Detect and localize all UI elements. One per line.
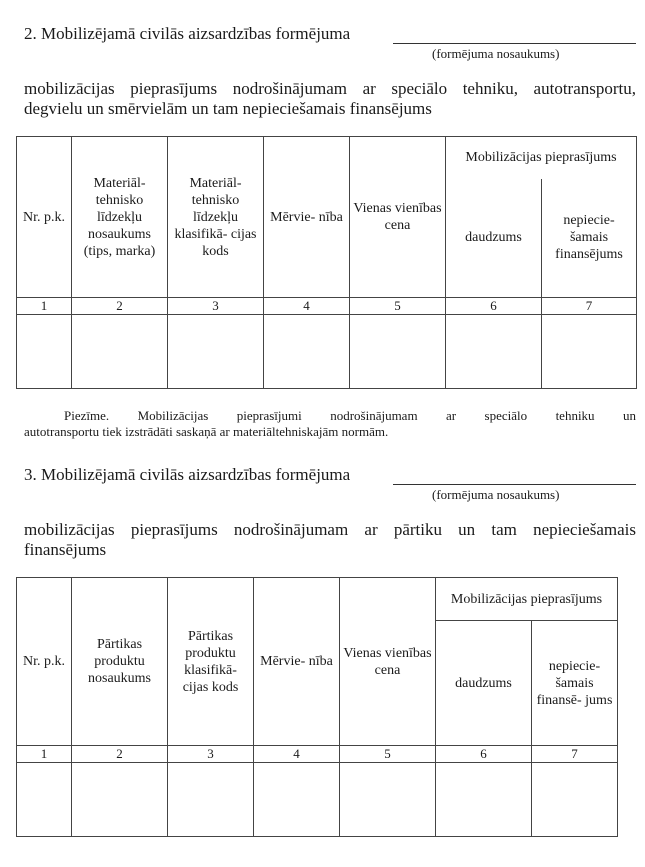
body-cell[interactable]: [436, 763, 532, 837]
note-line2: autotransportu tiek izstrādāti saskaņā ar materiāltehniskajām normām.: [24, 424, 389, 439]
column-number: 7: [542, 298, 637, 315]
body-cell[interactable]: [350, 315, 446, 389]
section3-paragraph-line1: mobilizācijas pieprasījums nodrošinājumam ar pārtiku un tam nepieciešamais: [24, 520, 636, 539]
section3-blank-caption: (formējuma nosaukums): [432, 487, 560, 502]
column-number: 7: [532, 746, 618, 763]
body-cell[interactable]: [168, 315, 264, 389]
header-quantity: daudzums: [446, 179, 542, 298]
header-mobilization-request: Mobilizācijas pieprasījums: [446, 137, 637, 179]
body-cell[interactable]: [264, 315, 350, 389]
body-cell[interactable]: [17, 763, 72, 837]
body-cell[interactable]: [254, 763, 340, 837]
table-row: [17, 315, 637, 389]
column-number: 1: [17, 746, 72, 763]
section3-heading: 3. Mobilizējamā civilās aizsardzības formējuma: [24, 465, 351, 484]
header-classification-code: Materiāl- tehnisko līdzekļu klasifikā- cijas kods: [168, 137, 264, 298]
body-cell[interactable]: [168, 763, 254, 837]
column-number: 6: [446, 298, 542, 315]
column-number: 5: [350, 298, 446, 315]
column-number: 4: [264, 298, 350, 315]
header-unit: Mērvie- nība: [264, 137, 350, 298]
header-unit: Mērvie- nība: [254, 578, 340, 746]
header-required-funding: nepiecie- šamais finansējums: [542, 179, 637, 298]
header-mobilization-request: Mobilizācijas pieprasījums: [436, 578, 618, 621]
body-cell[interactable]: [446, 315, 542, 389]
section2-heading: 2. Mobilizējamā civilās aizsardzības formējuma: [24, 24, 351, 43]
header-quantity: daudzums: [436, 621, 532, 746]
column-number: 2: [72, 298, 168, 315]
section3-requirements-table: [16, 577, 618, 837]
section2-paragraph: [24, 79, 636, 119]
body-cell[interactable]: [17, 315, 72, 389]
section2-note: [24, 408, 636, 440]
section2-formation-name-blank[interactable]: [393, 43, 636, 44]
column-number: 5: [340, 746, 436, 763]
note-label: Piezīme.: [64, 408, 110, 423]
body-cell[interactable]: [542, 315, 637, 389]
header-unit-price: Vienas vienības cena: [350, 137, 446, 298]
section2-paragraph-line2: degvielu un smērvielām un tam nepieciešamais finansējums: [24, 99, 432, 118]
body-cell[interactable]: [532, 763, 618, 837]
body-cell[interactable]: [340, 763, 436, 837]
header-nr: Nr. p.k.: [17, 137, 72, 298]
header-name: Pārtikas produktu nosaukums: [72, 578, 168, 746]
note-line1: Mobilizācijas pieprasījumi nodrošinājumam ar speciālo tehniku un: [137, 408, 636, 423]
header-nr: Nr. p.k.: [17, 578, 72, 746]
header-unit-price: Vienas vienības cena: [340, 578, 436, 746]
section2-blank-caption: (formējuma nosaukums): [432, 46, 560, 61]
body-cell[interactable]: [72, 763, 168, 837]
section2-paragraph-line1: mobilizācijas pieprasījums nodrošinājumam ar speciālo tehniku, autotransportu,: [24, 79, 636, 98]
column-number: 3: [168, 298, 264, 315]
section3-paragraph-line2: finansējums: [24, 540, 107, 559]
section3-paragraph: [24, 520, 636, 560]
table-row: [17, 763, 618, 837]
section3-formation-name-blank[interactable]: [393, 484, 636, 485]
column-number: 4: [254, 746, 340, 763]
header-classification-code: Pārtikas produktu klasifikā- cijas kods: [168, 578, 254, 746]
header-name: Materiāl- tehnisko līdzekļu nosaukums (tips, marka): [72, 137, 168, 298]
column-number: 2: [72, 746, 168, 763]
header-required-funding: nepiecie- šamais finansē- jums: [532, 621, 618, 746]
section2-requirements-table: [16, 136, 637, 389]
column-number: 1: [17, 298, 72, 315]
column-number: 3: [168, 746, 254, 763]
column-number: 6: [436, 746, 532, 763]
body-cell[interactable]: [72, 315, 168, 389]
